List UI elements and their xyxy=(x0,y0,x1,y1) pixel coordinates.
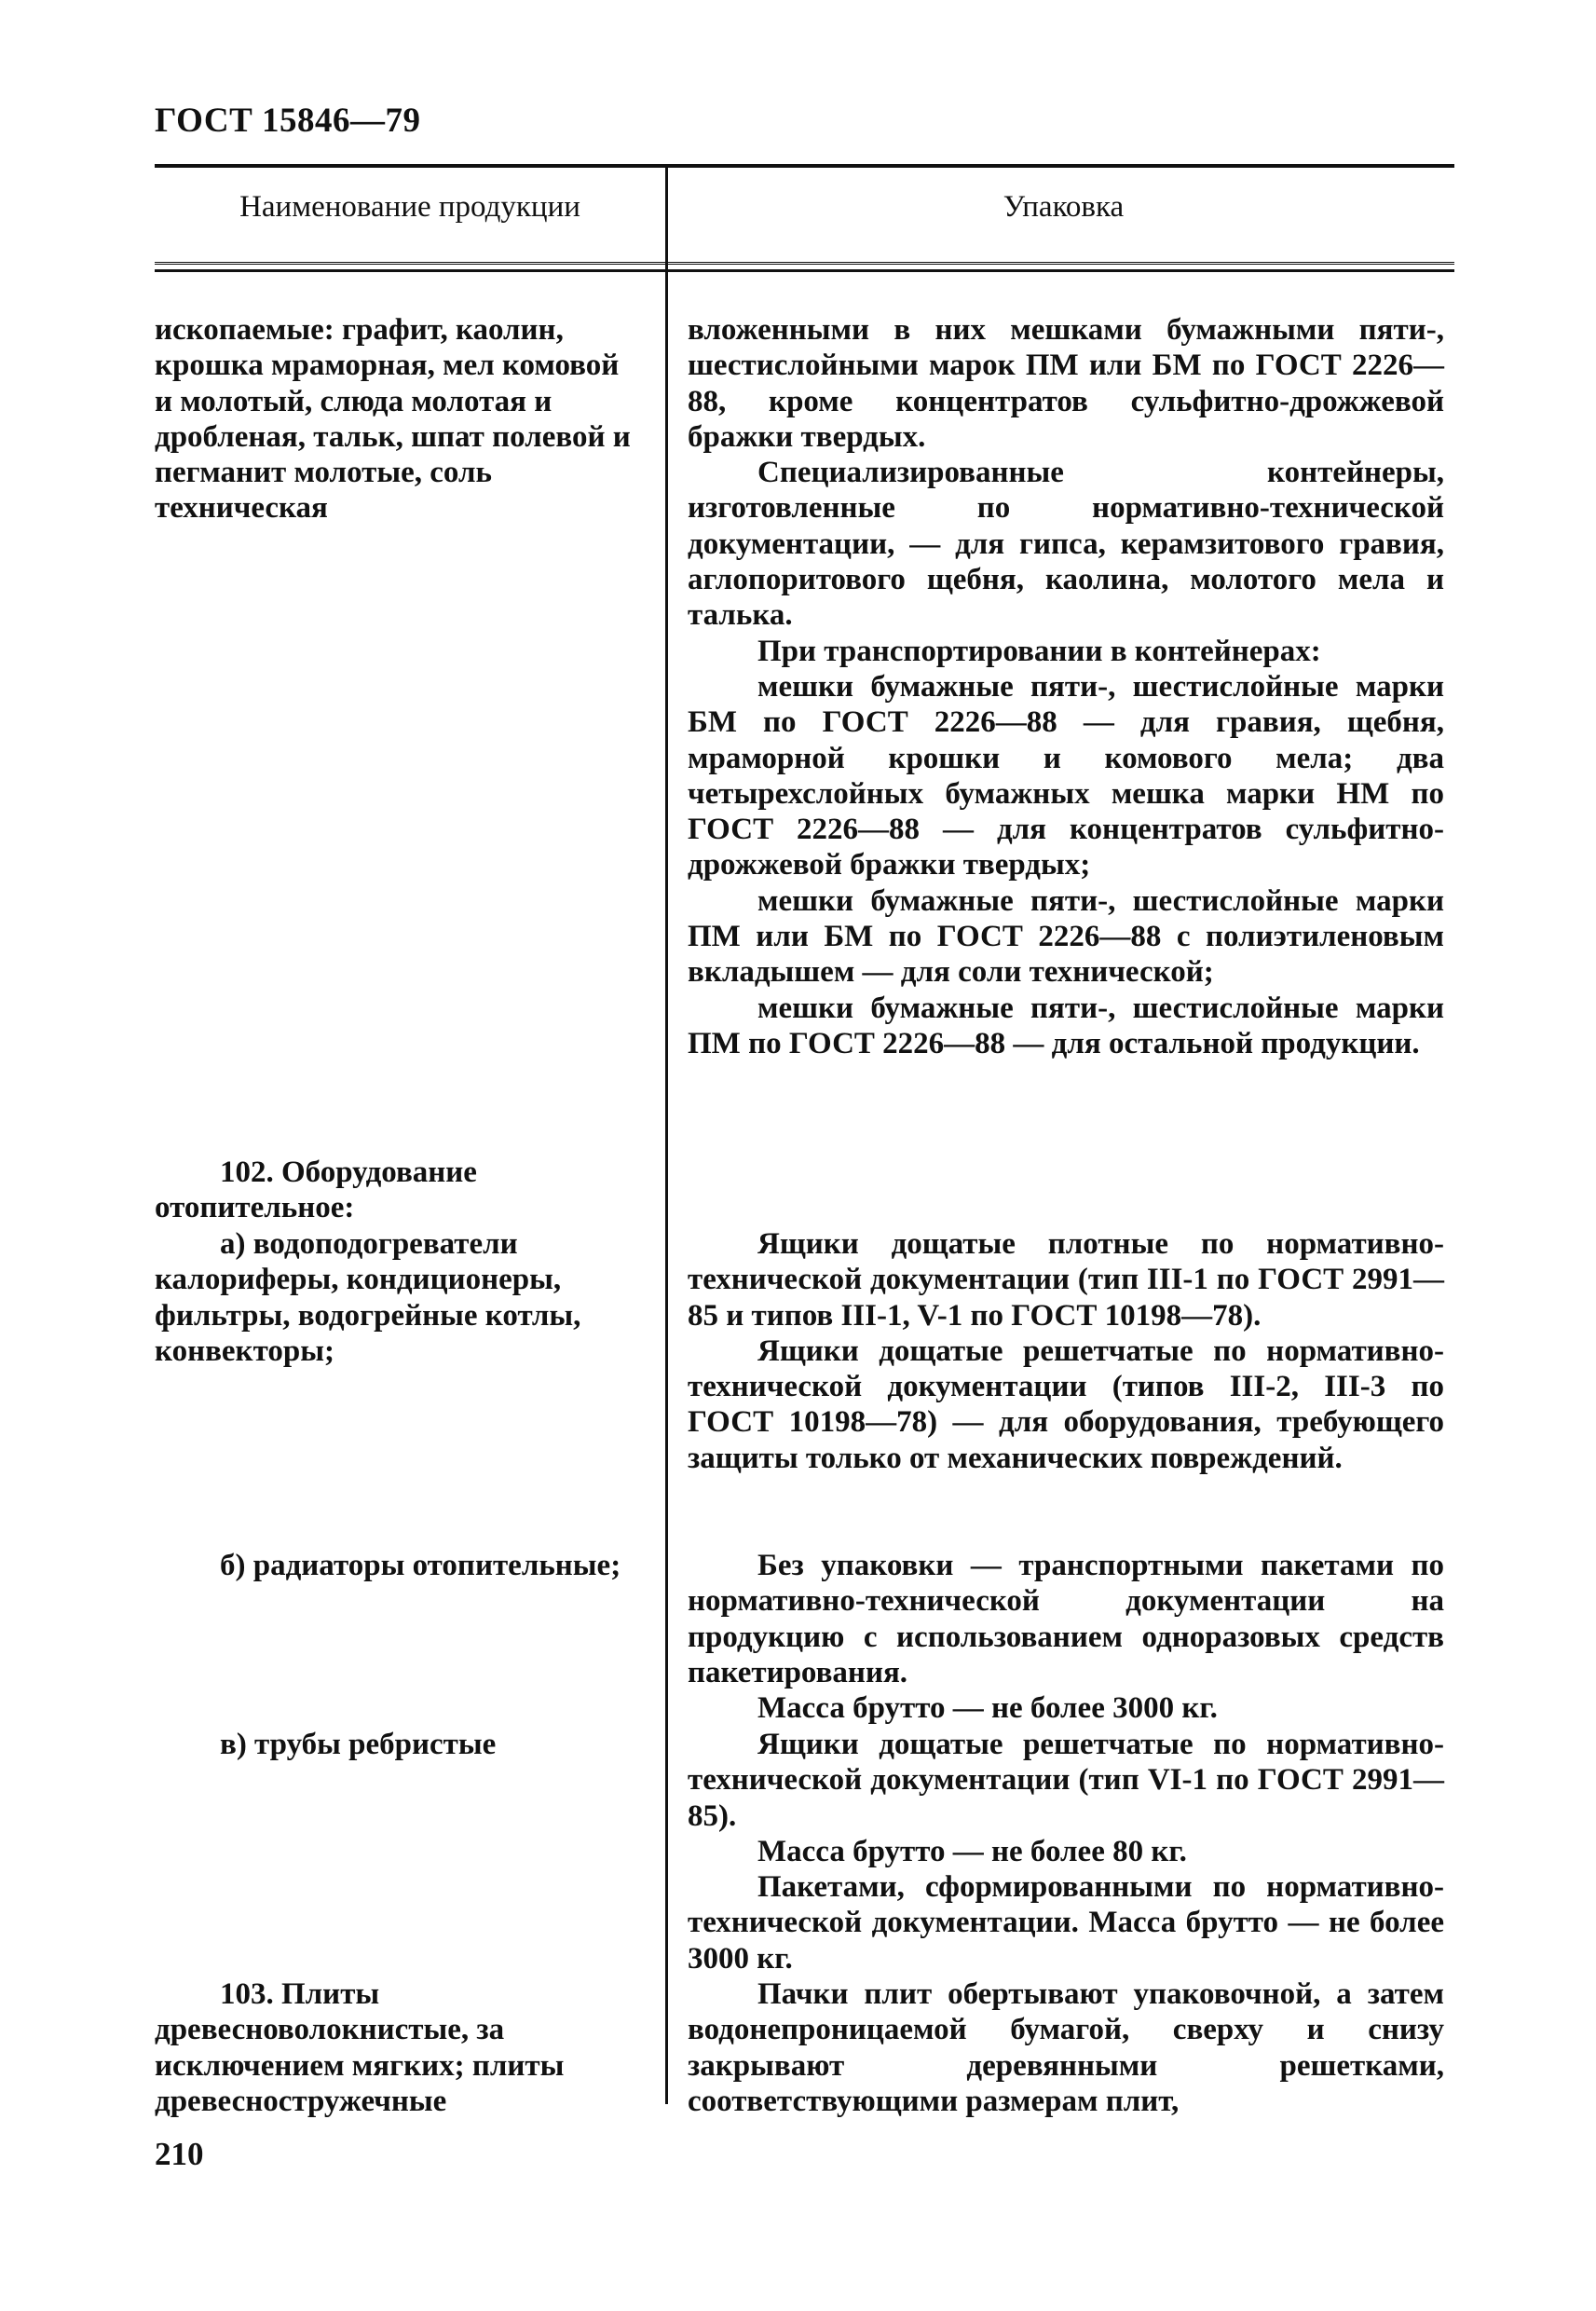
packaging-paragraph: мешки бумажные пяти-, шестислойные марки ПМ или БМ по ГОСТ 2226—88 с полиэтиленовым вкладышем — для соли технической; xyxy=(688,883,1444,990)
packaging-paragraph: Без упаковки — транспортными пакетами по нормативно-технической документации на продукцию с использованием одноразовых средств пакетирования. xyxy=(688,1549,1444,1689)
column-header-product: Наименование продукции xyxy=(239,190,580,224)
packaging-paragraph: мешки бумажные пяти-, шестислойные марки БМ по ГОСТ 2226—88 — для гравия, щебня, мраморной крошки и комового мела; два четырехслойных бумажных мешка марки НМ по ГОСТ 2226—88 — для концентратов сульфитно-дрожжевой бражки твердых; xyxy=(688,669,1444,882)
product-subitem-b: б) радиаторы отопительные; xyxy=(220,1549,621,1582)
row-102b-packaging xyxy=(688,1548,1444,1726)
packaging-paragraph: Пачки плит обертывают упаковочной, а затем водонепроницаемой бумагой, сверху и снизу закрывают деревянными решетками, соответствующими размерам плит, xyxy=(688,1977,1444,2118)
packaging-paragraph: При транспортировании в контейнерах: xyxy=(757,634,1321,668)
row-102c-packaging xyxy=(688,1727,1444,1976)
packaging-paragraph: Ящики дощатые решетчатые по нормативно-технической документации (типов III-2, III-3 по ГОСТ 10198—78) — для оборудования, требующего защиты только от механических повреждений. xyxy=(688,1333,1444,1475)
row-102-product-title xyxy=(155,1155,639,1226)
row-103-product xyxy=(155,1976,639,2119)
row-103-packaging xyxy=(688,1976,1444,2119)
packaging-paragraph: Ящики дощатые решетчатые по нормативно-технической документации (тип VI-1 по ГОСТ 2991—85). xyxy=(688,1728,1444,1833)
product-subitem-c: в) трубы ребристые xyxy=(220,1728,497,1761)
packaging-paragraph: Ящики дощатые плотные по нормативно-технической документации (тип III-1 по ГОСТ 2991—85 и типов III-1, V-1 по ГОСТ 10198—78). xyxy=(688,1227,1444,1333)
row-102a-product xyxy=(155,1226,639,1369)
row-1-product xyxy=(155,312,639,526)
row-1-product-text: ископаемые: графит, каолин, крошка мраморная, мел комовой и молотый, слюда молотая и дробленая, тальк, шпат полевой и пегманит молотые, соль техническая xyxy=(155,313,631,526)
row-102b-product xyxy=(155,1548,639,1583)
row-102c-product xyxy=(155,1727,639,1762)
packaging-paragraph: Специализированные контейнеры, изготовленные по нормативно-технической документации, — для гипса, керамзитового гравия, аглопоритового щебня, каолина, молотого мела и талька. xyxy=(688,456,1444,633)
column-divider xyxy=(665,168,668,2104)
page-number: 210 xyxy=(155,2136,204,2172)
packaging-paragraph: Пакетами, сформированными по нормативно-технической документации. Масса брутто — не более 3000 кг. xyxy=(688,1870,1444,1976)
document-code: ГОСТ 15846—79 xyxy=(155,102,421,140)
packaging-paragraph: вложенными в них мешками бумажными пяти-, шестислойными марок ПМ или БМ по ГОСТ 2226—88, кроме концентратов сульфитно-дрожжевой бражки твердых. xyxy=(688,313,1444,454)
table-top-rule xyxy=(155,164,1454,168)
packaging-paragraph: Масса брутто — не более 3000 кг. xyxy=(757,1691,1218,1726)
packaging-paragraph: Масса брутто — не более 80 кг. xyxy=(757,1834,1187,1868)
product-text: 103. Плиты древесноволокнистые, за исключением мягких; плиты древесностружечные xyxy=(155,1977,565,2118)
row-1-packaging xyxy=(688,312,1444,1061)
packaging-paragraph: мешки бумажные пяти-, шестислойные марки ПМ по ГОСТ 2226—88 — для остальной продукции. xyxy=(688,991,1444,1060)
row-102a-packaging xyxy=(688,1226,1444,1476)
column-header-packaging: Упаковка xyxy=(1003,190,1125,224)
header-double-rule xyxy=(155,262,1454,268)
product-subitem-a: а) водоподогреватели калориферы, кондиционеры, фильтры, водогрейные котлы, конвекторы; xyxy=(155,1227,581,1368)
product-title: 102. Оборудование отопительное: xyxy=(155,1156,477,1225)
